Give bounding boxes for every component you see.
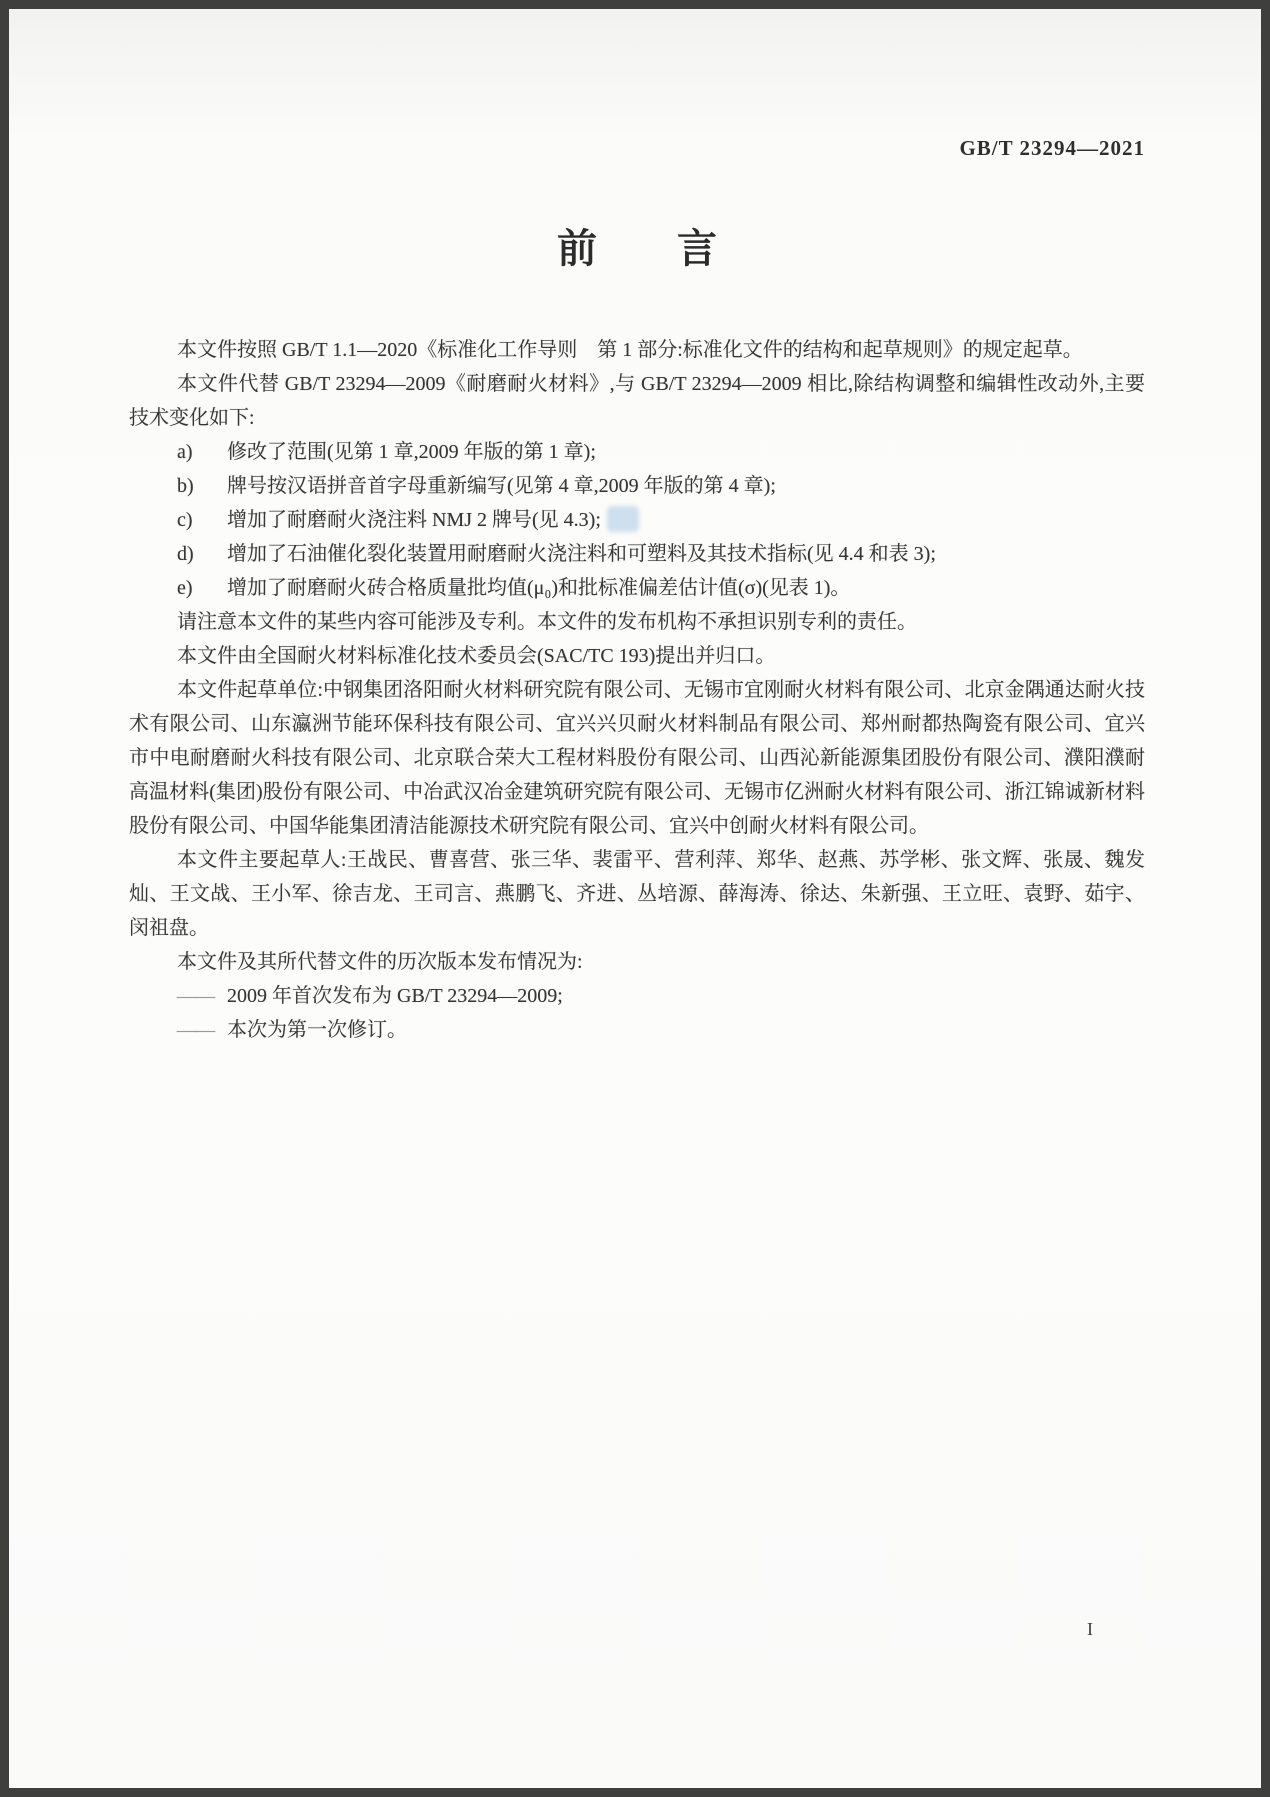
paragraph-drafting-basis: 本文件按照 GB/T 1.1—2020《标准化工作导则 第 1 部分:标准化文件的结构和起草规则》的规定起草。	[177, 339, 1083, 361]
change-item-c	[129, 503, 1145, 537]
change-label: b)	[177, 475, 194, 497]
paragraph-patent-notice: 请注意本文件的某些内容可能涉及专利。本文件的发布机构不承担识别专利的责任。	[177, 611, 917, 633]
watermark-stamp	[607, 506, 639, 532]
change-text: 增加了耐磨耐火浇注料 NMJ 2 牌号(见 4.3);	[227, 509, 601, 531]
em-dash: ——	[177, 1019, 213, 1041]
page-title: 前 言	[557, 227, 717, 271]
history-text: 本次为第一次修订。	[227, 1019, 407, 1041]
foreword-body	[129, 333, 1145, 1047]
change-text: 增加了耐磨耐火砖合格质量批均值(μ₀)和批标准偏差估计值(σ)(见表 1)。	[227, 577, 851, 599]
paragraph-replacement-notice: 本文件代替 GB/T 23294—2009《耐磨耐火材料》,与 GB/T 23294—2009 相比,除结构调整和编辑性改动外,主要技术变化如下:	[129, 373, 1145, 429]
change-text: 增加了石油催化裂化装置用耐磨耐火浇注料和可塑料及其技术指标(见 4.4 和表 3);	[227, 543, 936, 565]
document-page	[9, 9, 1261, 1788]
change-item-a	[129, 435, 1145, 469]
paragraph-drafting-units: 本文件起草单位:中钢集团洛阳耐火材料研究院有限公司、无锡市宜刚耐火材料有限公司、北京金隅通达耐火技术有限公司、山东瀛洲节能环保科技有限公司、宜兴兴贝耐火材料制品有限公司、郑州耐都热陶瓷有限公司、宜兴市中电耐磨耐火科技有限公司、北京联合荣大工程材料股份有限公司、山西沁新能源集团股份有限公司、濮阳濮耐高温材料(集团)股份有限公司、中冶武汉冶金建筑研究院有限公司、无锡市亿洲耐火材料有限公司、浙江锦诚新材料股份有限公司、中国华能集团清洁能源技术研究院有限公司、宜兴中创耐火材料有限公司。	[129, 679, 1145, 837]
change-label: d)	[177, 543, 194, 565]
standard-code: GB/T 23294—2021	[959, 136, 1145, 160]
change-item-d	[129, 537, 1145, 571]
change-item-e	[129, 571, 1145, 605]
change-label: e)	[177, 577, 193, 599]
page-number: I	[1087, 1619, 1093, 1639]
change-item-b	[129, 469, 1145, 503]
change-text: 修改了范围(见第 1 章,2009 年版的第 1 章);	[227, 441, 596, 463]
change-label: c)	[177, 509, 193, 531]
history-text: 2009 年首次发布为 GB/T 23294—2009;	[227, 985, 563, 1007]
em-dash: ——	[177, 985, 213, 1007]
paragraph-committee: 本文件由全国耐火材料标准化技术委员会(SAC/TC 193)提出并归口。	[177, 645, 776, 667]
history-item-current-revision	[129, 1013, 1145, 1047]
paragraph-history-intro: 本文件及其所代替文件的历次版本发布情况为:	[177, 951, 583, 973]
change-text: 牌号按汉语拼音首字母重新编写(见第 4 章,2009 年版的第 4 章);	[227, 475, 776, 497]
change-label: a)	[177, 441, 193, 463]
history-item-first-publication	[129, 979, 1145, 1013]
paragraph-drafters: 本文件主要起草人:王战民、曹喜营、张三华、裴雷平、营利萍、郑华、赵燕、苏学彬、张文辉、张晟、魏发灿、王文战、王小军、徐吉龙、王司言、燕鹏飞、齐进、丛培源、薛海涛、徐达、朱新强、王立旺、袁野、茹宇、闵祖盘。	[129, 849, 1145, 939]
